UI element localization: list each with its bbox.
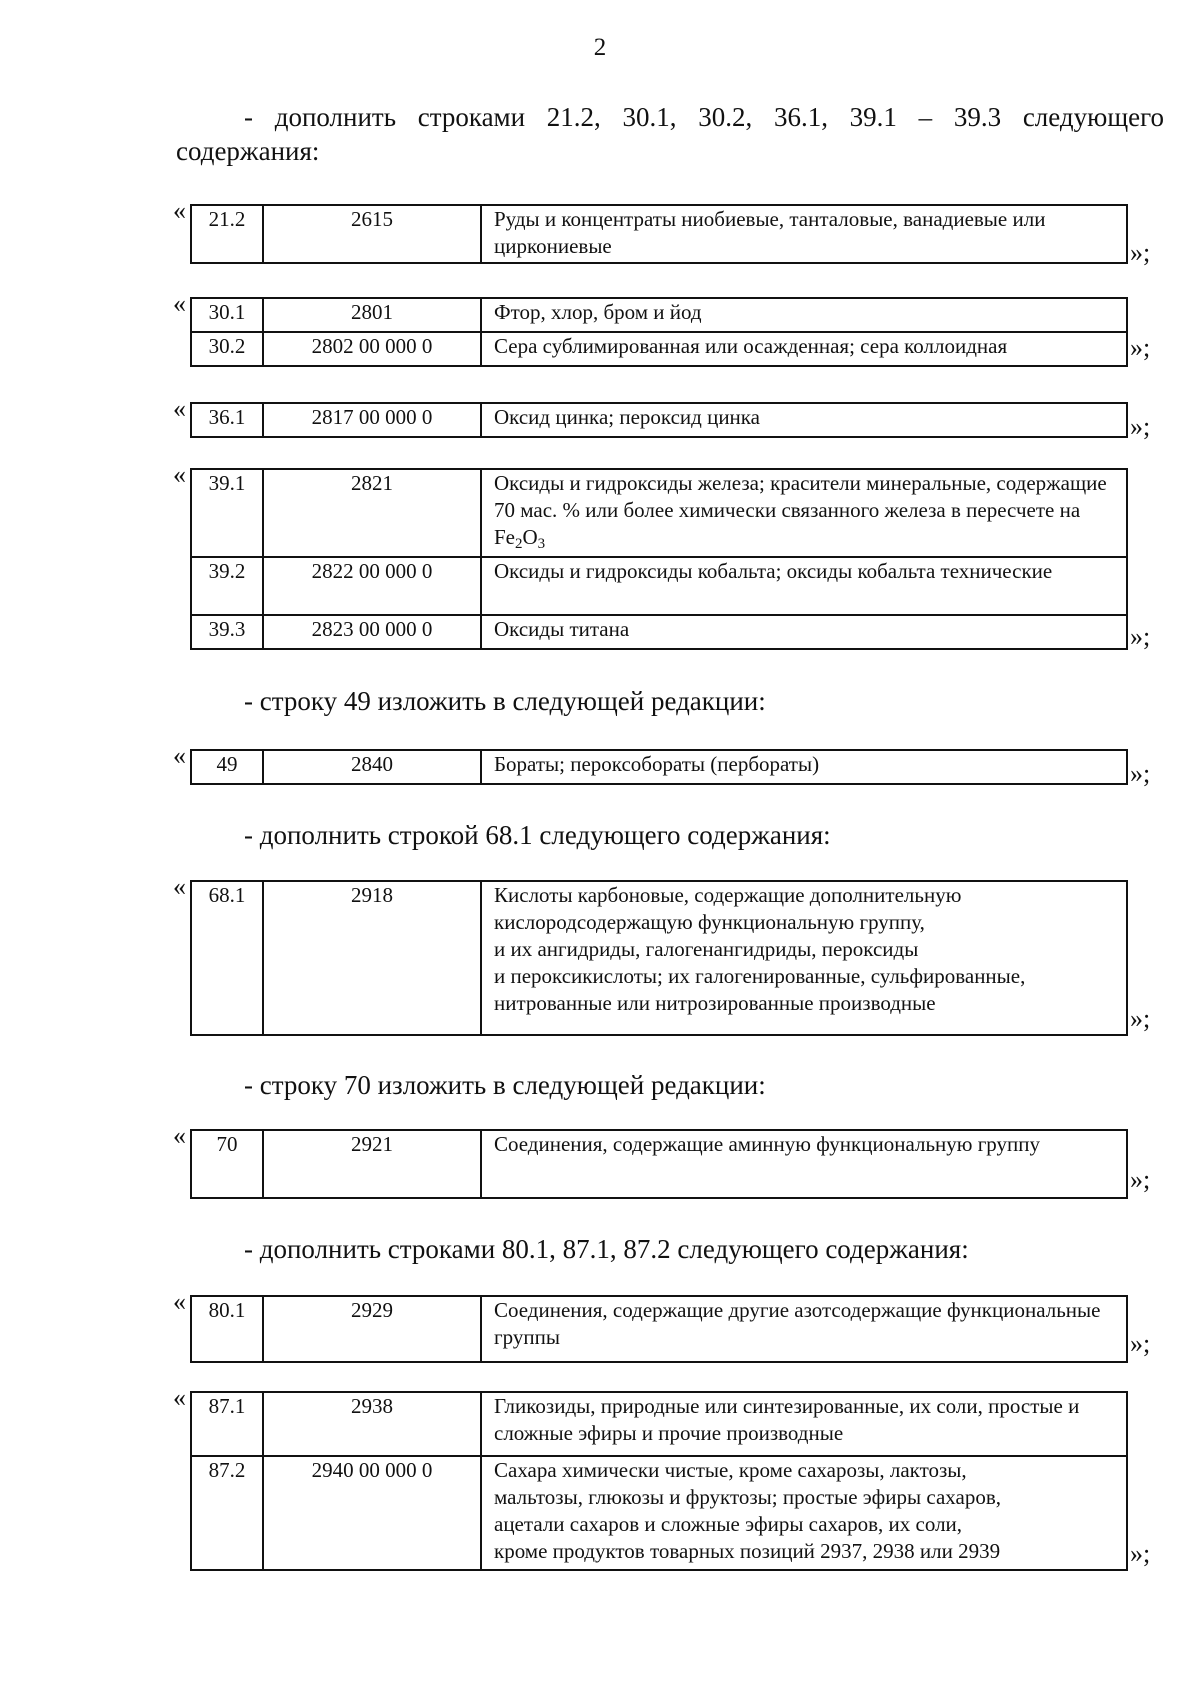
description: Руды и концентраты ниобиевые, танталовые, ванадиевые или циркониевые	[481, 205, 1127, 263]
table-49	[190, 749, 1128, 785]
commodity-code: 2938	[263, 1392, 481, 1456]
commodity-code: 2921	[263, 1130, 481, 1198]
open-quote: «	[173, 394, 186, 423]
description	[481, 881, 1127, 1035]
table-block-87	[173, 1383, 1151, 1571]
table-block-68-1	[173, 872, 1151, 1036]
row-number: 87.2	[191, 1456, 263, 1570]
description-line: ацетали сахаров и сложные эфиры сахаров, их соли,	[494, 1512, 963, 1536]
heading-row-49: - строку 49 изложить в следующей редакции:	[244, 686, 766, 716]
table-30	[190, 297, 1128, 367]
table-row	[191, 1130, 1127, 1198]
formula-oxygen: O	[522, 525, 538, 549]
row-number: 21.2	[191, 205, 263, 263]
description: Оксид цинка; пероксид цинка	[481, 403, 1127, 437]
row-number: 30.1	[191, 298, 263, 332]
row-number: 80.1	[191, 1296, 263, 1362]
description-line: Кислоты карбоновые, содержащие дополнительную	[494, 883, 962, 907]
heading-row-70: - строку 70 изложить в следующей редакции:	[244, 1070, 766, 1100]
description: Сера сублимированная или осажденная; сера коллоидная	[481, 332, 1127, 366]
table-row	[191, 205, 1127, 263]
description-line: нитрованные или нитрозированные производные	[494, 991, 936, 1015]
open-quote: «	[173, 289, 186, 318]
description: Соединения, содержащие аминную функциональную группу	[481, 1130, 1127, 1198]
table-row	[191, 1456, 1127, 1570]
table-block-36-1	[173, 394, 1151, 441]
commodity-code: 2817 00 000 0	[263, 403, 481, 437]
description-line: кроме продуктов товарных позиций 2937, 2938 или 2939	[494, 1539, 1001, 1563]
commodity-code: 2823 00 000 0	[263, 615, 481, 649]
commodity-code: 2940 00 000 0	[263, 1456, 481, 1570]
row-number: 87.1	[191, 1392, 263, 1456]
intro-line-2: содержания:	[176, 136, 320, 166]
table-70	[190, 1129, 1128, 1199]
table-36-1	[190, 402, 1128, 438]
description-line: кислородсодержащую функциональную группу,	[494, 910, 925, 934]
heading-row-68-1: - дополнить строкой 68.1 следующего содержания:	[244, 820, 831, 850]
description-line: мальтозы, глюкозы и фруктозы; простые эфиры сахаров,	[494, 1485, 1001, 1509]
close-quote: »;	[1130, 1329, 1151, 1358]
table-68-1	[190, 880, 1128, 1036]
row-number: 70	[191, 1130, 263, 1198]
table-block-80-1	[173, 1287, 1151, 1363]
row-number: 39.2	[191, 557, 263, 615]
close-quote: »;	[1130, 238, 1151, 267]
table-row	[191, 557, 1127, 615]
row-number: 39.3	[191, 615, 263, 649]
commodity-code: 2615	[263, 205, 481, 263]
table-block-49	[173, 741, 1151, 788]
commodity-code: 2802 00 000 0	[263, 332, 481, 366]
table-block-70	[173, 1121, 1151, 1199]
open-quote: «	[173, 460, 186, 489]
open-quote: «	[173, 1121, 186, 1150]
commodity-code: 2929	[263, 1296, 481, 1362]
row-number: 30.2	[191, 332, 263, 366]
formula-subscript: 2	[515, 536, 523, 552]
formula-subscript: 3	[537, 536, 546, 552]
close-quote: »;	[1130, 1004, 1151, 1033]
description-line: и пероксикислоты; их галогенированные, сульфированные,	[494, 964, 1026, 988]
description: Бораты; пероксобораты (пербораты)	[481, 750, 1127, 784]
open-quote: «	[173, 196, 186, 225]
table-block-21-2	[173, 196, 1151, 267]
table-21-2	[190, 204, 1128, 264]
close-quote: »;	[1130, 333, 1151, 362]
description-text: Оксиды и гидроксиды железа; красители минеральные, содержащие 70 мас. % или более химически связанного железа в пересчете на Fe	[494, 471, 1107, 549]
table-row	[191, 469, 1127, 557]
description: Соединения, содержащие другие азотсодержащие функциональные группы	[481, 1296, 1127, 1362]
description-line: и их ангидриды, галогенангидриды, пероксиды	[494, 937, 919, 961]
description: Гликозиды, природные или синтезированные, их соли, простые и сложные эфиры и прочие производные	[481, 1392, 1127, 1456]
table-row	[191, 1296, 1127, 1362]
table-row	[191, 750, 1127, 784]
description	[481, 469, 1127, 557]
close-quote: »;	[1130, 1539, 1151, 1568]
description: Оксиды титана	[481, 615, 1127, 649]
table-87	[190, 1391, 1128, 1571]
row-number: 39.1	[191, 469, 263, 557]
row-number: 49	[191, 750, 263, 784]
table-row	[191, 615, 1127, 649]
close-quote: »;	[1130, 412, 1151, 441]
commodity-code: 2918	[263, 881, 481, 1035]
table-row	[191, 1392, 1127, 1456]
open-quote: «	[173, 741, 186, 770]
close-quote: »;	[1130, 622, 1151, 651]
intro-paragraph	[176, 100, 1164, 168]
table-80-1	[190, 1295, 1128, 1363]
page-number: 2	[593, 34, 607, 61]
open-quote: «	[173, 1287, 186, 1316]
description: Оксиды и гидроксиды кобальта; оксиды кобальта технические	[481, 557, 1127, 615]
table-row	[191, 881, 1127, 1035]
open-quote: «	[173, 872, 186, 901]
table-row	[191, 298, 1127, 332]
description-line: Сахара химически чистые, кроме сахарозы, лактозы,	[494, 1458, 967, 1482]
row-number: 68.1	[191, 881, 263, 1035]
open-quote: «	[173, 1383, 186, 1412]
close-quote: »;	[1130, 759, 1151, 788]
commodity-code: 2840	[263, 750, 481, 784]
table-row	[191, 332, 1127, 366]
commodity-code: 2801	[263, 298, 481, 332]
table-block-30	[173, 289, 1151, 367]
commodity-code: 2822 00 000 0	[263, 557, 481, 615]
table-block-39	[173, 460, 1151, 651]
intro-line-1: - дополнить строками 21.2, 30.1, 30.2, 36.1, 39.1 – 39.3 следующего	[244, 102, 1164, 132]
table-row	[191, 403, 1127, 437]
description	[481, 1456, 1127, 1570]
commodity-code: 2821	[263, 469, 481, 557]
description: Фтор, хлор, бром и йод	[481, 298, 1127, 332]
heading-rows-80-87: - дополнить строками 80.1, 87.1, 87.2 следующего содержания:	[244, 1234, 969, 1264]
row-number: 36.1	[191, 403, 263, 437]
table-39	[190, 468, 1128, 650]
close-quote: »;	[1130, 1165, 1151, 1194]
